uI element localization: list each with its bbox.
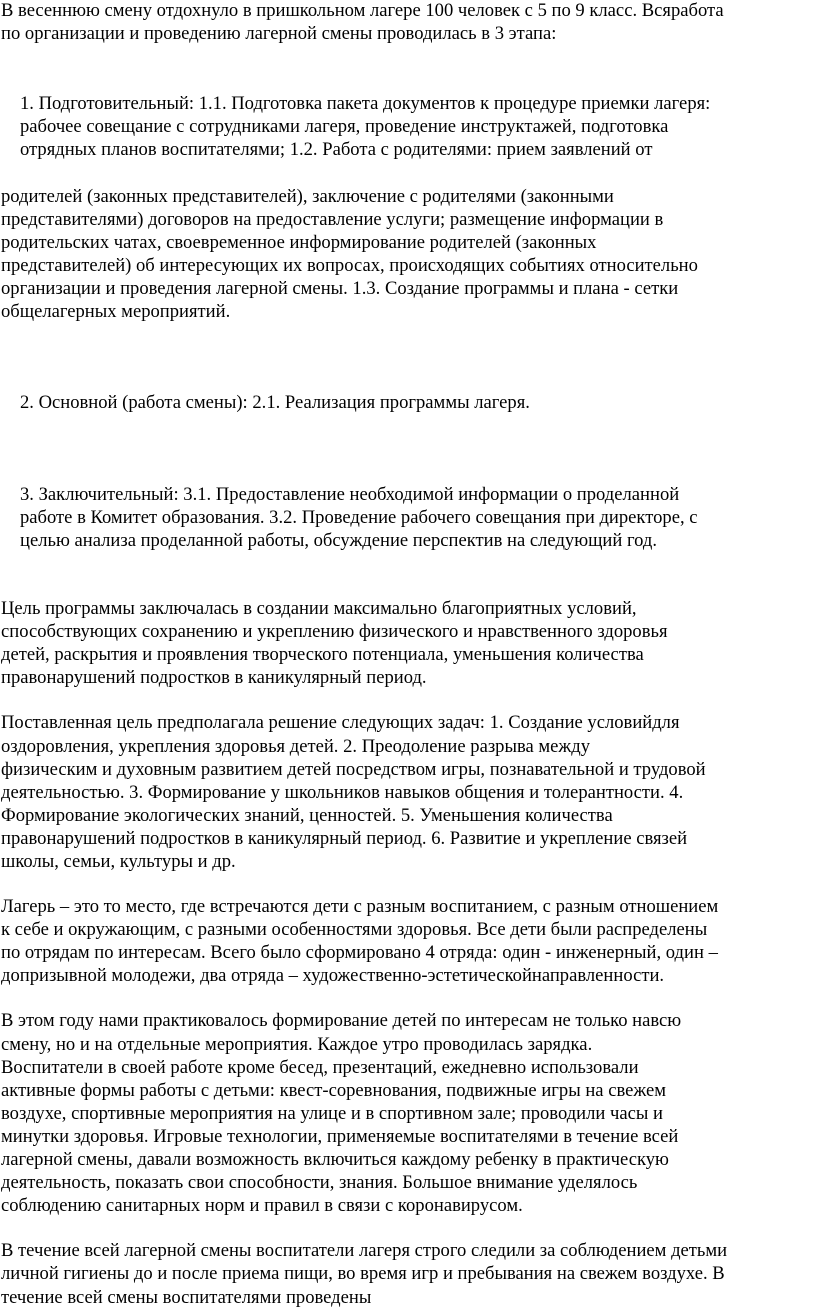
stage-1-continuation: родителей (законных представителей), заключение с родителями (законными представителями) договоров на предоставление услуги; размещение информации в родительских чатах, своевременное информирование родителей (законных представителей) об интересующих их вопросах, происходящих событиях относительно организации и проведения лагерной смены. 1.3. Создание программы и плана - сетки общелагерных мероприятий. <box>1 185 698 323</box>
stage-1 <box>1 69 804 346</box>
tasks-paragraph: Поставленная цель предполагала решение следующих задач: 1. Создание условийдля оздоровления, укрепления здоровья детей. 2. Преодоление разрыва между физическим и духовным развитием детей посредством игры, познавательной и трудовой деятельностью. 3. Формирование у школьников навыков общения и толерантности. 4. Формирование экологических знаний, ценностей. 5. Уменьшения количества правонарушений подростков в каникулярный период. 6. Развитие и укрепление связей школы, семьи, культуры и др. <box>1 712 706 872</box>
intro-paragraph: В весеннюю смену отдохнуло в пришкольном лагере 100 человек с 5 по 9 класс. Всяработа по организации и проведению лагерной смены проводилась в 3 этапа: <box>1 0 724 45</box>
stage-3-text: 3. Заключительный: 3.1. Предоставление необходимой информации о проделанной работе в Комитет образования. 3.2. Проведение рабочего совещания при директоре, с целью анализа проделанной работы, обсуждение перспектив на следующий год. <box>20 483 698 551</box>
stage-3 <box>1 460 804 575</box>
stage-1-text: 1. Подготовительный: 1.1. Подготовка пакета документов к процедуре приемки лагеря: рабочее совещание с сотрудниками лагеря, проведение инструктажей, подготовка отрядных планов воспитателями; 1.2. Работа с родителями: прием заявлений от <box>20 93 711 161</box>
stage-2 <box>1 368 804 437</box>
activities-paragraph: В этом году нами практиковалось формирование детей по интересам не только навсю смену, но и на отдельные мероприятия. Каждое утро проводилась зарядка. Воспитатели в своей работе кроме бесед, презентаций, ежедневно использовали активные формы работы с детьми: квест-соревнования, подвижные игры на свежем воздухе, спортивные мероприятия на улице и в спортивном зале; проводили часы и минутки здоровья. Игровые технологии, применяемые воспитателями в течение всей лагерной смены, давали возможность включиться каждому ребенку в практическую деятельность, показать свои способности, знания. Большое внимание уделялось соблюдению санитарных норм и правил в связи с коронавирусом. <box>1 1010 682 1217</box>
camp-description-paragraph: Лагерь – это то место, где встречаются дети с разным воспитанием, с разным отношением к себе и окружающим, с разными особенностями здоровья. Все дети были распределены по отрядам по интересам. Всего было сформировано 4 отряда: один - инженерный, один – допризывной молодежи, два отряда – художественно-эстетическойнаправленности. <box>1 896 719 987</box>
stage-2-text: 2. Основной (работа смены): 2.1. Реализация программы лагеря. <box>20 392 530 414</box>
goal-paragraph: Цель программы заключалась в создании максимально благоприятных условий, способствующих сохранению и укреплению физического и нравственного здоровья детей, раскрытия и проявления творческого потенциала, уменьшения количества правонарушений подростков в каникулярный период. <box>1 598 668 689</box>
hygiene-paragraph: В течение всей лагерной смены воспитатели лагеря строго следили за соблюдением детьми личной гигиены до и после приема пищи, во время игр и пребывания на свежем воздухе. В течение всей смены воспитателями проведены <box>1 1240 728 1308</box>
